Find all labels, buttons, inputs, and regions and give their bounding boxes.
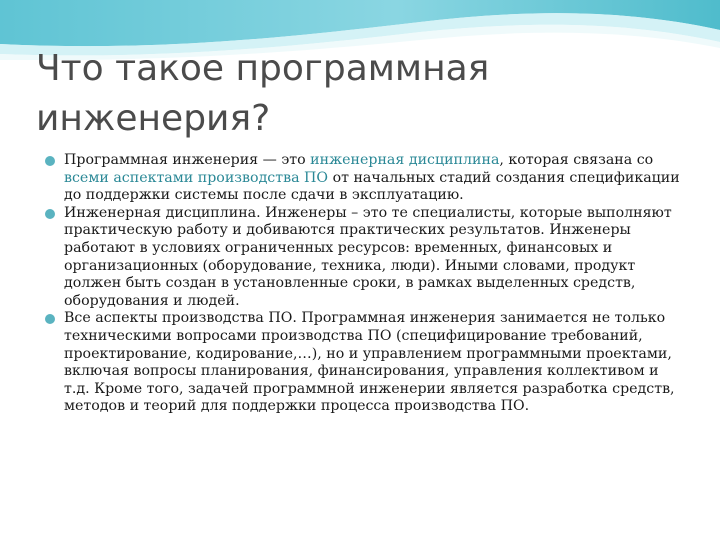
- teal-dot-icon: [45, 156, 55, 166]
- title-line-2: инженерия?: [36, 98, 271, 139]
- bullet-item: [44, 152, 684, 205]
- bullet-item: [44, 310, 684, 416]
- bullet-item: [44, 205, 684, 311]
- bullet-list: [44, 152, 684, 416]
- bullet-text: Инженерная дисциплина. Инженеры – это те специалисты, которые выполняют практическую работу и добиваются практических результатов. Инженеры работают в условиях ограниченных ресурсов: временных, финансовых и организационных (оборудование, техника, люди). Иными словами, продукт должен быть создан в установленные сроки, в рамках выделенных средств, оборудования и людей.: [64, 204, 672, 309]
- slide-title: [36, 44, 676, 144]
- teal-dot-icon: [45, 314, 55, 324]
- bullet-text: Программная инженерия — это: [64, 152, 311, 168]
- highlight-text: инженерная дисциплина: [310, 152, 500, 168]
- title-line-1: Что такое программная: [36, 48, 490, 89]
- bullet-text: Все аспекты производства ПО. Программная инженерия занимается не только техническими вопросами производства ПО (специфицирование требований, проектирование, кодирование,…), но и управлением программными проектами, включая вопросы планирования, финансирования, управления коллективом и т.д. Кроме того, задачей программной инженерии является разработка средств, методов и теорий для поддержки процесса производства ПО.: [64, 310, 675, 415]
- bullet-text: , которая связана со: [499, 152, 654, 168]
- highlight-text: всеми аспектами производства ПО: [64, 169, 329, 186]
- bullet-text: от начальных стадий создания спецификации до поддержки системы после сдачи в эксплуатацию.: [64, 169, 680, 204]
- teal-dot-icon: [45, 209, 55, 219]
